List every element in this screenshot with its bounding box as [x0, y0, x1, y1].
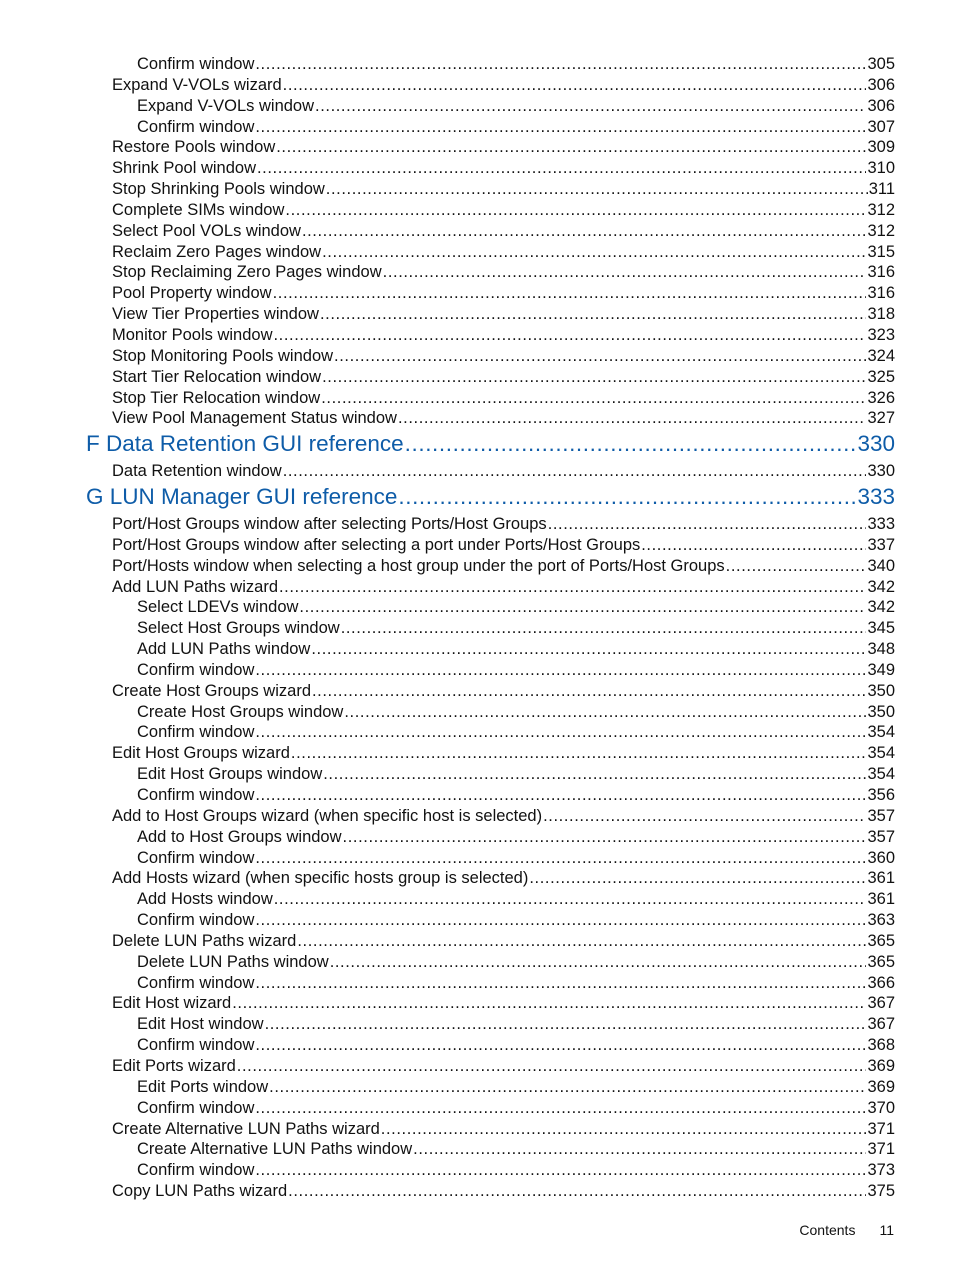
toc-entry-page: 326: [867, 388, 895, 407]
toc-entry[interactable]: [0, 703, 895, 724]
dot-leader: [255, 911, 866, 930]
toc-entry[interactable]: [0, 786, 895, 807]
toc-entry-page: 325: [867, 367, 895, 386]
toc-entry-title: Shrink Pool window: [112, 159, 256, 178]
toc-entry[interactable]: [0, 180, 895, 201]
toc-entry[interactable]: [0, 682, 895, 703]
toc-entry-page: 327: [867, 409, 895, 428]
toc-entry-title: Edit Host wizard: [112, 994, 232, 1013]
dot-leader: [341, 619, 867, 638]
toc-entry-title: F Data Retention GUI reference: [86, 431, 404, 457]
toc-entry-title: Confirm window: [137, 848, 255, 867]
toc-entry-title: Edit Host Groups window: [137, 765, 323, 784]
dot-leader: [383, 263, 867, 282]
dot-leader: [398, 409, 867, 428]
dot-leader: [279, 578, 866, 597]
dot-leader: [726, 557, 867, 576]
toc-entry-page: 354: [867, 765, 895, 784]
toc-entry-page: 371: [867, 1140, 895, 1159]
toc-entry-title: Select LDEVs window: [137, 598, 299, 617]
toc-entry-page: 337: [867, 535, 895, 554]
dot-leader: [381, 1120, 867, 1139]
dot-leader: [255, 1099, 866, 1118]
toc-entry[interactable]: [0, 243, 895, 264]
toc-entry-title: Data Retention window: [112, 462, 282, 481]
toc-entry-page: 305: [867, 55, 895, 73]
toc-entry-page: 330: [857, 431, 895, 457]
dot-leader: [299, 598, 866, 617]
toc-entry-page: 318: [867, 305, 895, 324]
toc-entry-title: Add Hosts wizard (when specific hosts group is selected): [112, 869, 529, 888]
toc-entry-title: G LUN Manager GUI reference: [86, 484, 398, 510]
toc-entry-page: 357: [867, 806, 895, 825]
toc-entry[interactable]: [0, 159, 895, 180]
toc-entry-title: Delete LUN Paths wizard: [112, 931, 297, 950]
toc-entry[interactable]: [0, 911, 895, 932]
dot-leader: [315, 97, 866, 116]
toc-entry-page: 365: [867, 952, 895, 971]
dot-leader: [548, 515, 867, 534]
toc-entry[interactable]: [0, 1099, 895, 1120]
toc-entry-title: Edit Host Groups wizard: [112, 744, 290, 763]
dot-leader: [529, 869, 866, 888]
toc-entry[interactable]: [0, 1161, 895, 1182]
dot-leader: [297, 932, 866, 951]
toc-entry-page: 350: [867, 702, 895, 721]
toc-entry-title: Create Alternative LUN Paths window: [137, 1140, 413, 1159]
toc-entry-title: Add Hosts window: [137, 890, 273, 909]
toc-entry-page: 354: [867, 723, 895, 742]
toc-entry-page: 310: [867, 159, 895, 178]
toc-entry-page: 369: [867, 1056, 895, 1075]
dot-leader: [274, 890, 867, 909]
toc-entry[interactable]: [0, 578, 895, 599]
toc-section-entry[interactable]: [0, 431, 895, 462]
toc-entry-title: Expand V-VOLs window: [137, 96, 315, 115]
toc-entry[interactable]: [0, 890, 895, 911]
toc-entry[interactable]: [0, 1182, 895, 1203]
footer-page-number: 11: [879, 1222, 894, 1238]
toc-entry[interactable]: [0, 389, 895, 410]
toc-entry-page: 345: [867, 619, 895, 638]
toc-entry[interactable]: [0, 97, 895, 118]
toc-entry-title: Edit Host window: [137, 1015, 264, 1034]
dot-leader: [641, 536, 866, 555]
toc-entry-page: 349: [867, 660, 895, 679]
table-of-contents: [0, 55, 954, 1203]
toc-entry-page: 307: [867, 117, 895, 136]
toc-entry-page: 311: [868, 180, 895, 199]
dot-leader: [269, 1078, 866, 1097]
toc-entry-page: 348: [867, 640, 895, 659]
toc-entry-page: 361: [867, 869, 895, 888]
dot-leader: [255, 1036, 866, 1055]
toc-entry[interactable]: [0, 368, 895, 389]
dot-leader: [326, 180, 868, 199]
toc-entry-title: Confirm window: [137, 660, 255, 679]
toc-entry[interactable]: [0, 1057, 895, 1078]
toc-entry[interactable]: [0, 1120, 895, 1141]
toc-entry-title: Stop Shrinking Pools window: [112, 180, 325, 199]
toc-entry[interactable]: [0, 284, 895, 305]
toc-entry-page: 306: [867, 75, 895, 94]
dot-leader: [283, 76, 867, 95]
toc-entry[interactable]: [0, 744, 895, 765]
toc-entry[interactable]: [0, 138, 895, 159]
footer-label: Contents: [799, 1222, 856, 1238]
toc-entry-title: Port/Host Groups window after selecting Ports/Host Groups: [112, 515, 547, 534]
toc-entry-page: 312: [867, 221, 895, 240]
toc-entry-title: Reclaim Zero Pages window: [112, 242, 322, 261]
toc-entry-title: Start Tier Relocation window: [112, 367, 322, 386]
toc-entry-page: 369: [867, 1077, 895, 1096]
toc-entry-title: Confirm window: [137, 723, 255, 742]
dot-leader: [334, 347, 866, 366]
toc-entry-title: Port/Host Groups window after selecting a port under Ports/Host Groups: [112, 535, 641, 554]
dot-leader: [291, 744, 867, 763]
dot-leader: [398, 484, 856, 510]
toc-entry[interactable]: [0, 1015, 895, 1036]
toc-entry-page: 342: [867, 598, 895, 617]
toc-entry-page: 371: [867, 1119, 895, 1138]
toc-entry-title: Confirm window: [137, 117, 255, 136]
toc-entry[interactable]: [0, 305, 895, 326]
toc-entry[interactable]: [0, 557, 895, 578]
toc-entry-page: 361: [867, 890, 895, 909]
toc-entry[interactable]: [0, 619, 895, 640]
toc-entry-title: Confirm window: [137, 973, 255, 992]
toc-entry-page: 342: [867, 577, 895, 596]
dot-leader: [255, 786, 866, 805]
toc-entry-page: 354: [867, 744, 895, 763]
dot-leader: [255, 849, 866, 868]
toc-entry[interactable]: [0, 807, 895, 828]
toc-entry-page: 373: [867, 1161, 895, 1180]
toc-entry-title: Confirm window: [137, 1036, 255, 1055]
toc-entry-page: 375: [867, 1182, 895, 1201]
toc-entry-page: 330: [867, 462, 895, 481]
toc-entry[interactable]: [0, 462, 895, 483]
dot-leader: [257, 159, 866, 178]
toc-entry-title: Add to Host Groups window: [137, 827, 342, 846]
toc-entry[interactable]: [0, 953, 895, 974]
toc-entry[interactable]: [0, 515, 895, 536]
toc-entry-title: Confirm window: [137, 786, 255, 804]
toc-entry-page: 366: [867, 973, 895, 992]
toc-entry[interactable]: [0, 1078, 895, 1099]
dot-leader: [312, 682, 866, 701]
dot-leader: [265, 1015, 867, 1034]
toc-entry[interactable]: [0, 326, 895, 347]
toc-entry[interactable]: [0, 201, 895, 222]
dot-leader: [413, 1140, 866, 1159]
toc-entry-title: Create Host Groups wizard: [112, 681, 311, 700]
dot-leader: [320, 305, 867, 324]
toc-entry-title: Add LUN Paths wizard: [112, 577, 278, 596]
toc-entry-page: 370: [867, 1098, 895, 1117]
toc-entry[interactable]: [0, 765, 895, 786]
toc-entry-page: 316: [867, 284, 895, 303]
toc-entry-title: Add to Host Groups wizard (when specific host is selected): [112, 806, 543, 825]
dot-leader: [288, 1182, 866, 1201]
toc-entry-page: 363: [867, 911, 895, 930]
dot-leader: [232, 994, 866, 1013]
toc-entry[interactable]: [0, 409, 895, 430]
toc-entry[interactable]: [0, 536, 895, 557]
toc-entry[interactable]: [0, 994, 895, 1015]
dot-leader: [323, 765, 866, 784]
page-footer: [799, 1222, 894, 1238]
toc-entry-title: Confirm window: [137, 1161, 255, 1180]
toc-entry-page: 312: [867, 200, 895, 219]
toc-entry[interactable]: [0, 76, 895, 97]
toc-entry-title: Confirm window: [137, 1098, 255, 1117]
toc-entry-title: Complete SIMs window: [112, 200, 285, 219]
toc-entry-title: Select Host Groups window: [137, 619, 340, 638]
toc-entry-title: Create Alternative LUN Paths wizard: [112, 1119, 380, 1138]
toc-entry-page: 333: [867, 515, 895, 534]
dot-leader: [274, 326, 867, 345]
dot-leader: [322, 368, 866, 387]
toc-entry[interactable]: [0, 869, 895, 890]
toc-entry-title: Edit Ports window: [137, 1077, 269, 1096]
dot-leader: [343, 828, 867, 847]
dot-leader: [255, 118, 866, 137]
toc-entry-title: Restore Pools window: [112, 138, 276, 157]
toc-entry[interactable]: [0, 640, 895, 661]
toc-entry-page: 350: [867, 681, 895, 700]
toc-entry-title: View Tier Properties window: [112, 305, 319, 324]
toc-entry[interactable]: [0, 222, 895, 243]
toc-entry-page: 316: [867, 263, 895, 282]
toc-entry[interactable]: [0, 263, 895, 284]
dot-leader: [255, 1161, 866, 1180]
toc-entry[interactable]: [0, 1140, 895, 1161]
dot-leader: [255, 661, 866, 680]
toc-entry-title: Stop Tier Relocation window: [112, 388, 321, 407]
toc-section-entry[interactable]: [0, 484, 895, 515]
toc-entry[interactable]: [0, 55, 895, 76]
toc-entry-title: Add LUN Paths window: [137, 640, 311, 659]
dot-leader: [302, 222, 867, 241]
toc-entry-title: Confirm window: [137, 911, 255, 930]
dot-leader: [276, 138, 866, 157]
toc-entry-title: Pool Property window: [112, 284, 272, 303]
toc-entry[interactable]: [0, 661, 895, 682]
dot-leader: [543, 807, 866, 826]
toc-entry-page: 368: [867, 1036, 895, 1055]
dot-leader: [285, 201, 866, 220]
dot-leader: [321, 389, 866, 408]
toc-entry-title: Monitor Pools window: [112, 325, 273, 344]
toc-entry-title: Stop Reclaiming Zero Pages window: [112, 263, 382, 282]
toc-entry[interactable]: [0, 118, 895, 139]
toc-entry-page: 315: [867, 242, 895, 261]
dot-leader: [322, 243, 866, 262]
toc-entry-page: 323: [867, 325, 895, 344]
toc-entry-title: Edit Ports wizard: [112, 1056, 236, 1075]
dot-leader: [273, 284, 867, 303]
toc-entry-page: 360: [867, 848, 895, 867]
dot-leader: [255, 723, 866, 742]
toc-entry-title: Delete LUN Paths window: [137, 952, 329, 971]
toc-entry-page: 367: [867, 1015, 895, 1034]
toc-entry-title: View Pool Management Status window: [112, 409, 397, 428]
toc-entry[interactable]: [0, 828, 895, 849]
toc-entry-page: 309: [867, 138, 895, 157]
toc-entry-page: 340: [867, 556, 895, 575]
toc-entry[interactable]: [0, 1036, 895, 1057]
dot-leader: [255, 974, 866, 993]
toc-entry-page: 306: [867, 96, 895, 115]
toc-entry[interactable]: [0, 347, 895, 368]
toc-entry-page: 333: [857, 484, 895, 510]
toc-entry-title: Port/Hosts window when selecting a host group under the port of Ports/Host Groups: [112, 556, 725, 575]
toc-entry-page: 365: [867, 931, 895, 950]
toc-entry[interactable]: [0, 849, 895, 870]
toc-entry-title: Confirm window: [137, 55, 255, 73]
dot-leader: [255, 55, 866, 74]
toc-entry-page: 367: [867, 994, 895, 1013]
toc-entry-page: 357: [867, 827, 895, 846]
toc-entry[interactable]: [0, 974, 895, 995]
toc-entry-page: 324: [867, 346, 895, 365]
dot-leader: [405, 431, 857, 457]
toc-entry-title: Expand V-VOLs wizard: [112, 75, 282, 94]
toc-entry[interactable]: [0, 932, 895, 953]
dot-leader: [237, 1057, 867, 1076]
toc-entry[interactable]: [0, 598, 895, 619]
toc-entry-page: 356: [867, 786, 895, 804]
toc-entry-title: Create Host Groups window: [137, 702, 344, 721]
toc-entry-title: Select Pool VOLs window: [112, 221, 301, 240]
dot-leader: [344, 703, 866, 722]
toc-entry[interactable]: [0, 723, 895, 744]
dot-leader: [330, 953, 867, 972]
dot-leader: [311, 640, 866, 659]
dot-leader: [283, 462, 867, 481]
toc-entry-title: Stop Monitoring Pools window: [112, 346, 334, 365]
toc-entry-title: Copy LUN Paths wizard: [112, 1182, 288, 1201]
